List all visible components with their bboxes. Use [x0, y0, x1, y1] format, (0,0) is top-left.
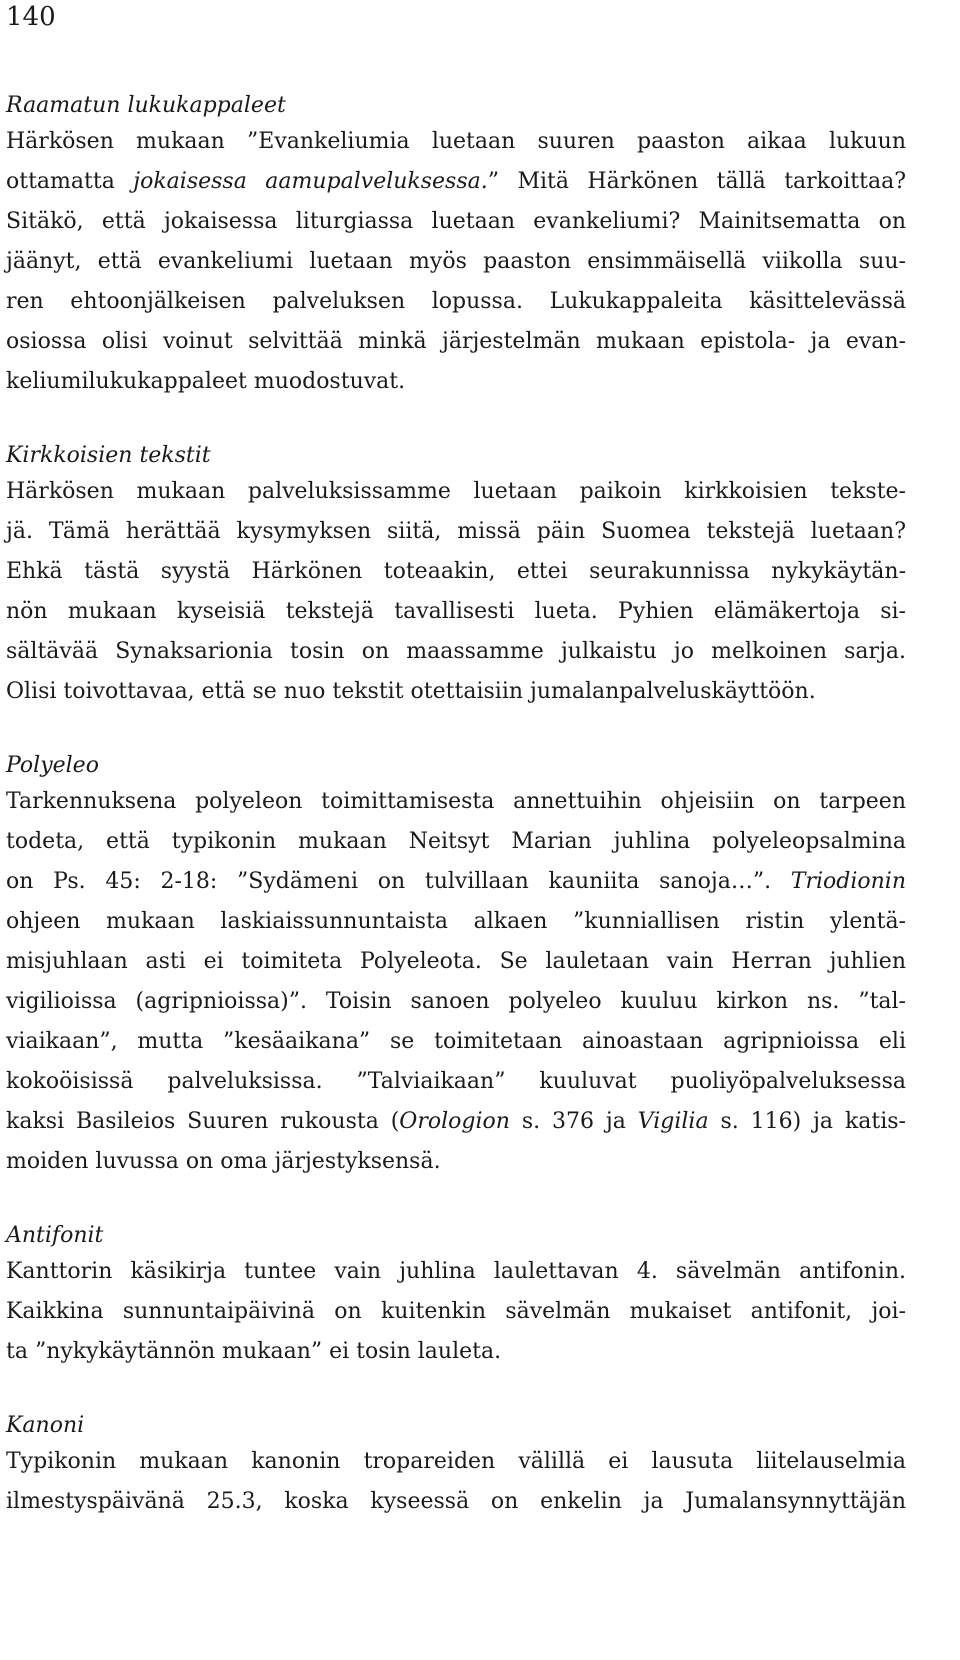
text-line — [6, 632, 906, 672]
text-span: jäänyt, että evankeliumi luetaan myös paaston ensimmäisellä viikolla suu- — [6, 249, 906, 274]
text-span: ohjeen mukaan laskiaissunnuntaista alkaen ”kunniallisen ristin ylentä- — [6, 909, 906, 934]
section-heading: Kirkkoisien tekstit — [6, 443, 211, 468]
text-span: s. 376 ja — [509, 1109, 638, 1134]
paragraph — [6, 1252, 906, 1372]
paragraph — [6, 1442, 906, 1522]
page-number: 140 — [6, 2, 56, 32]
text-line — [6, 1442, 906, 1482]
text-span: on Ps. 45: 2-18: ”Sydämeni on tulvillaan kauniita sanoja…”. — [6, 869, 791, 894]
text-line — [6, 782, 906, 822]
text-span: keliumilukukappaleet muodostuvat. — [6, 369, 406, 394]
text-span: ” Mitä Härkönen tällä tarkoittaa? — [487, 169, 906, 194]
text-span: Ehkä tästä syystä Härkönen toteaakin, ettei seurakunnissa nykykäytän- — [6, 559, 906, 584]
italic-text: jokaisessa aamupalveluksessa. — [133, 169, 488, 194]
text-line — [6, 592, 906, 632]
text-line — [6, 552, 906, 592]
text-span: osiossa olisi voinut selvittää minkä järjestelmän mukaan epistola- ja evan- — [6, 329, 906, 354]
text-line — [6, 862, 906, 902]
section — [6, 440, 906, 712]
text-line — [6, 472, 906, 512]
section — [6, 1220, 906, 1372]
text-span: Härkösen mukaan ”Evankeliumia luetaan suuren paaston aikaa lukuun — [6, 129, 906, 154]
text-span: todeta, että typikonin mukaan Neitsyt Marian juhlina polyeleopsalmina — [6, 829, 906, 854]
text-span: ren ehtoonjälkeisen palveluksen lopussa. Lukukappaleita käsittelevässä — [6, 289, 906, 314]
text-line — [6, 202, 906, 242]
section-heading: Kanoni — [6, 1413, 85, 1438]
text-span: moiden luvussa on oma järjestyksensä. — [6, 1149, 441, 1174]
text-span: Tarkennuksena polyeleon toimittamisesta annettuihin ohjeisiin on tarpeen — [6, 789, 906, 814]
text-line — [6, 242, 906, 282]
text-line — [6, 982, 906, 1022]
paragraph — [6, 782, 906, 1182]
document-body — [6, 90, 906, 1560]
text-line — [6, 282, 906, 322]
paragraph — [6, 472, 906, 712]
section-heading: Raamatun lukukappaleet — [6, 93, 286, 118]
section — [6, 90, 906, 402]
text-span: Typikonin mukaan kanonin tropareiden välillä ei lausuta liitelauselmia — [6, 1449, 906, 1474]
text-span: Olisi toivottavaa, että se nuo tekstit otettaisiin jumalanpalveluskäyttöön. — [6, 679, 816, 704]
text-line — [6, 162, 906, 202]
text-span: misjuhlaan asti ei toimiteta Polyeleota. Se lauletaan vain Herran juhlien — [6, 949, 906, 974]
section-heading: Antifonit — [6, 1223, 104, 1248]
text-line — [6, 1022, 906, 1062]
text-span: jä. Tämä herättää kysymyksen siitä, missä päin Suomea tekstejä luetaan? — [6, 519, 906, 544]
text-line — [6, 1062, 906, 1102]
section — [6, 1410, 906, 1522]
text-line — [6, 672, 906, 712]
text-span: ottamatta — [6, 169, 134, 194]
text-line — [6, 942, 906, 982]
text-line — [6, 322, 906, 362]
text-span: s. 116) ja katis- — [708, 1109, 906, 1134]
text-line — [6, 122, 906, 162]
text-span: Kanttorin käsikirja tuntee vain juhlina laulettavan 4. sävelmän antifonin. — [6, 1259, 906, 1284]
section-heading: Polyeleo — [6, 753, 99, 778]
text-line — [6, 822, 906, 862]
text-span: viaikaan”, mutta ”kesäaikana” se toimitetaan ainoastaan agripnioissa eli — [6, 1029, 906, 1054]
text-line — [6, 1252, 906, 1292]
text-line — [6, 1292, 906, 1332]
italic-text: Orologion — [399, 1109, 510, 1134]
text-line — [6, 1482, 906, 1522]
text-span: vigilioissa (agripnioissa)”. Toisin sanoen polyeleo kuuluu kirkon ns. ”tal- — [6, 989, 906, 1014]
italic-text: Vigilia — [637, 1109, 709, 1134]
text-span: Härkösen mukaan palveluksissamme luetaan paikoin kirkkoisien tekste- — [6, 479, 906, 504]
text-line — [6, 1332, 906, 1372]
text-span: kokoöisissä palveluksissa. ”Talviaikaan” kuuluvat puoliyöpalveluksessa — [6, 1069, 906, 1094]
text-span: ta ”nykykäytännön mukaan” ei tosin lauleta. — [6, 1339, 502, 1364]
text-span: kaksi Basileios Suuren rukousta ( — [6, 1109, 400, 1134]
text-line — [6, 512, 906, 552]
text-span: nön mukaan kyseisiä tekstejä tavallisesti lueta. Pyhien elämäkertoja si- — [6, 599, 906, 624]
paragraph — [6, 122, 906, 402]
text-span: ilmestyspäivänä 25.3, koska kyseessä on enkelin ja Jumalansynnyttäjän — [6, 1489, 906, 1514]
text-span: Kaikkina sunnuntaipäivinä on kuitenkin sävelmän mukaiset antifonit, joi- — [6, 1299, 906, 1324]
text-line — [6, 362, 906, 402]
text-line — [6, 902, 906, 942]
text-span: Sitäkö, että jokaisessa liturgiassa luetaan evankeliumi? Mainitsematta on — [6, 209, 906, 234]
text-line — [6, 1142, 906, 1182]
section — [6, 750, 906, 1182]
text-line — [6, 1102, 906, 1142]
text-span: sältävää Synaksarionia tosin on maassamme julkaistu jo melkoinen sarja. — [6, 639, 906, 664]
italic-text: Triodionin — [790, 869, 906, 894]
